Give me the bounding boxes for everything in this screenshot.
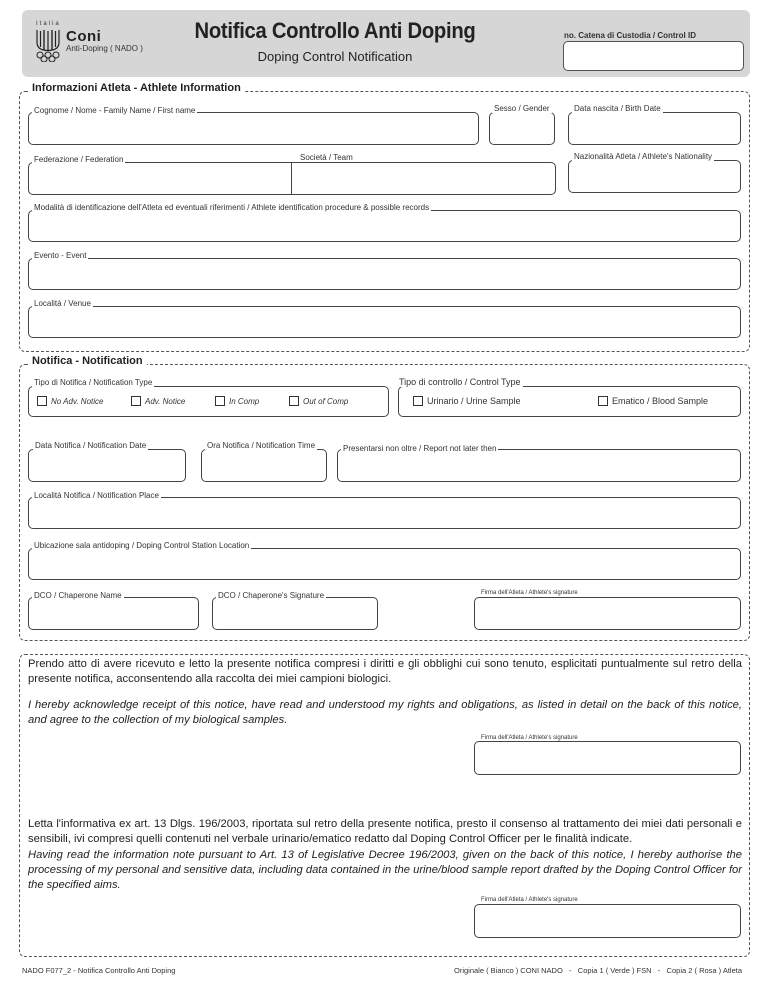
logo-coni-text: Coni bbox=[66, 28, 102, 45]
logo-italia-text: Italia bbox=[36, 21, 61, 27]
in-comp-checkbox[interactable] bbox=[215, 396, 225, 406]
birth-date-label: Data nascita / Birth Date bbox=[574, 104, 661, 113]
out-of-comp-label: Out of Comp bbox=[303, 397, 349, 406]
privacy-paragraph-english: Having read the information note pursuant to Art. 13 of Legislative Decree 196/2003, given on the back of this notice, I hereby authorise the processing of my personal and sensitive data, including data contained in the urine/blood sample report drafted by the Doping Control Officer for the specified aims. bbox=[28, 849, 742, 891]
control-type-label: Tipo di controllo / Control Type bbox=[399, 377, 521, 387]
consent-signature-label: Firma dell'Atleta / Athlete's signature bbox=[481, 735, 578, 741]
notification-section-title: Notifica - Notification bbox=[28, 355, 147, 367]
dco-name-field[interactable] bbox=[28, 597, 199, 630]
notification-time-field[interactable] bbox=[201, 449, 327, 482]
birth-date-field[interactable] bbox=[568, 112, 741, 145]
family-name-field[interactable] bbox=[28, 112, 479, 145]
venue-field[interactable] bbox=[28, 306, 741, 338]
form-code: NADO F077_2 - Notifica Controllo Anti Doping bbox=[22, 966, 176, 975]
adv-notice-label: Adv. Notice bbox=[145, 397, 186, 406]
dco-signature-label: DCO / Chaperone's Signature bbox=[218, 591, 325, 600]
notification-time-label: Ora Notifica / Notification Time bbox=[207, 441, 316, 450]
notification-place-field[interactable] bbox=[28, 497, 741, 529]
gender-label: Sesso / Gender bbox=[494, 104, 550, 113]
blood-sample-checkbox[interactable] bbox=[598, 396, 608, 406]
notification-date-field[interactable] bbox=[28, 449, 186, 482]
gender-field[interactable] bbox=[489, 112, 555, 145]
document-title: Notifica Controllo Anti Doping bbox=[194, 18, 476, 43]
no-adv-notice-label: No Adv. Notice bbox=[51, 397, 104, 406]
event-field[interactable] bbox=[28, 258, 741, 290]
out-of-comp-checkbox[interactable] bbox=[289, 396, 299, 406]
dco-name-label: DCO / Chaperone Name bbox=[34, 591, 122, 600]
privacy-signature-field[interactable] bbox=[474, 904, 741, 938]
blood-sample-label: Ematico / Blood Sample bbox=[612, 396, 709, 406]
notification-type-label: Tipo di Notifica / Notification Type bbox=[34, 378, 153, 387]
adv-notice-checkbox[interactable] bbox=[131, 396, 141, 406]
privacy-signature-label: Firma dell'Atleta / Athlete's signature bbox=[481, 897, 578, 903]
athlete-signature-label: Firma dell'Atleta / Athlete's signature bbox=[481, 590, 578, 596]
venue-label: Località / Venue bbox=[34, 299, 91, 308]
no-adv-notice-checkbox[interactable] bbox=[37, 396, 47, 406]
copies-note: Originale ( Bianco ) CONI NADO - Copia 1 ( Verde ) FSN - Copia 2 ( Rosa ) Atleta bbox=[454, 966, 743, 975]
notification-place-label: Località Notifica / Notification Place bbox=[34, 491, 159, 500]
report-not-later-field[interactable] bbox=[337, 449, 741, 482]
federation-team-divider bbox=[291, 162, 292, 195]
control-id-field[interactable] bbox=[563, 41, 744, 71]
privacy-paragraph-italian: Letta l'informativa ex art. 13 Dlgs. 196/2003, riportata sul retro della presente notifica, presto il consenso al trattamento dei miei dati personali e sensibili, ivi compresi quelli contenuti nel verbale urinario/ematico redatto dal Doping Control Officer per le finalità indicate. bbox=[28, 818, 742, 845]
team-label: Società / Team bbox=[300, 153, 353, 162]
family-name-label: Cognome / Nome - Family Name / First name bbox=[34, 106, 196, 115]
consent-paragraph-italian: Prendo atto di avere ricevuto e letto la presente notifica compresi i diritti e gli obblighi cui sono tenuto, esplicitati puntualmente sul retro della presente notifica, acconsentendo alla raccolta dei miei campioni biologici. bbox=[28, 658, 742, 685]
urine-sample-label: Urinario / Urine Sample bbox=[427, 396, 521, 406]
athlete-signature-field[interactable] bbox=[474, 597, 741, 630]
dco-signature-field[interactable] bbox=[212, 597, 378, 630]
event-label: Evento - Event bbox=[34, 251, 87, 260]
federation-label: Federazione / Federation bbox=[34, 155, 124, 164]
notification-date-label: Data Notifica / Notification Date bbox=[35, 441, 147, 450]
logo-subtitle: Anti-Doping ( NADO ) bbox=[66, 44, 143, 53]
report-not-later-label: Presentarsi non oltre / Report not later then bbox=[343, 444, 497, 453]
nationality-field[interactable] bbox=[568, 160, 741, 193]
nationality-label: Nazionalità Atleta / Athlete's Nationality bbox=[574, 152, 713, 161]
urine-sample-checkbox[interactable] bbox=[413, 396, 423, 406]
federation-team-field[interactable] bbox=[28, 162, 556, 195]
identification-label: Modalità di identificazione dell'Atleta ed eventuali riferimenti / Athlete identification procedure & possible records bbox=[34, 203, 430, 212]
station-location-field[interactable] bbox=[28, 548, 741, 580]
control-id-label: no. Catena di Custodia / Control ID bbox=[564, 31, 696, 40]
athlete-section-title: Informazioni Atleta - Athlete Information bbox=[28, 82, 245, 94]
document-subtitle: Doping Control Notification bbox=[257, 49, 413, 64]
station-location-label: Ubicazione sala antidoping / Doping Control Station Location bbox=[34, 541, 250, 550]
consent-signature-field[interactable] bbox=[474, 741, 741, 775]
identification-field[interactable] bbox=[28, 210, 741, 242]
in-comp-label: In Comp bbox=[229, 397, 260, 406]
consent-paragraph-english: I hereby acknowledge receipt of this notice, have read and understood my rights and obligations, as listed in detail on the back of this notice, and agree to the collection of my biological samples. bbox=[28, 699, 742, 726]
coni-logo-icon bbox=[34, 22, 62, 62]
